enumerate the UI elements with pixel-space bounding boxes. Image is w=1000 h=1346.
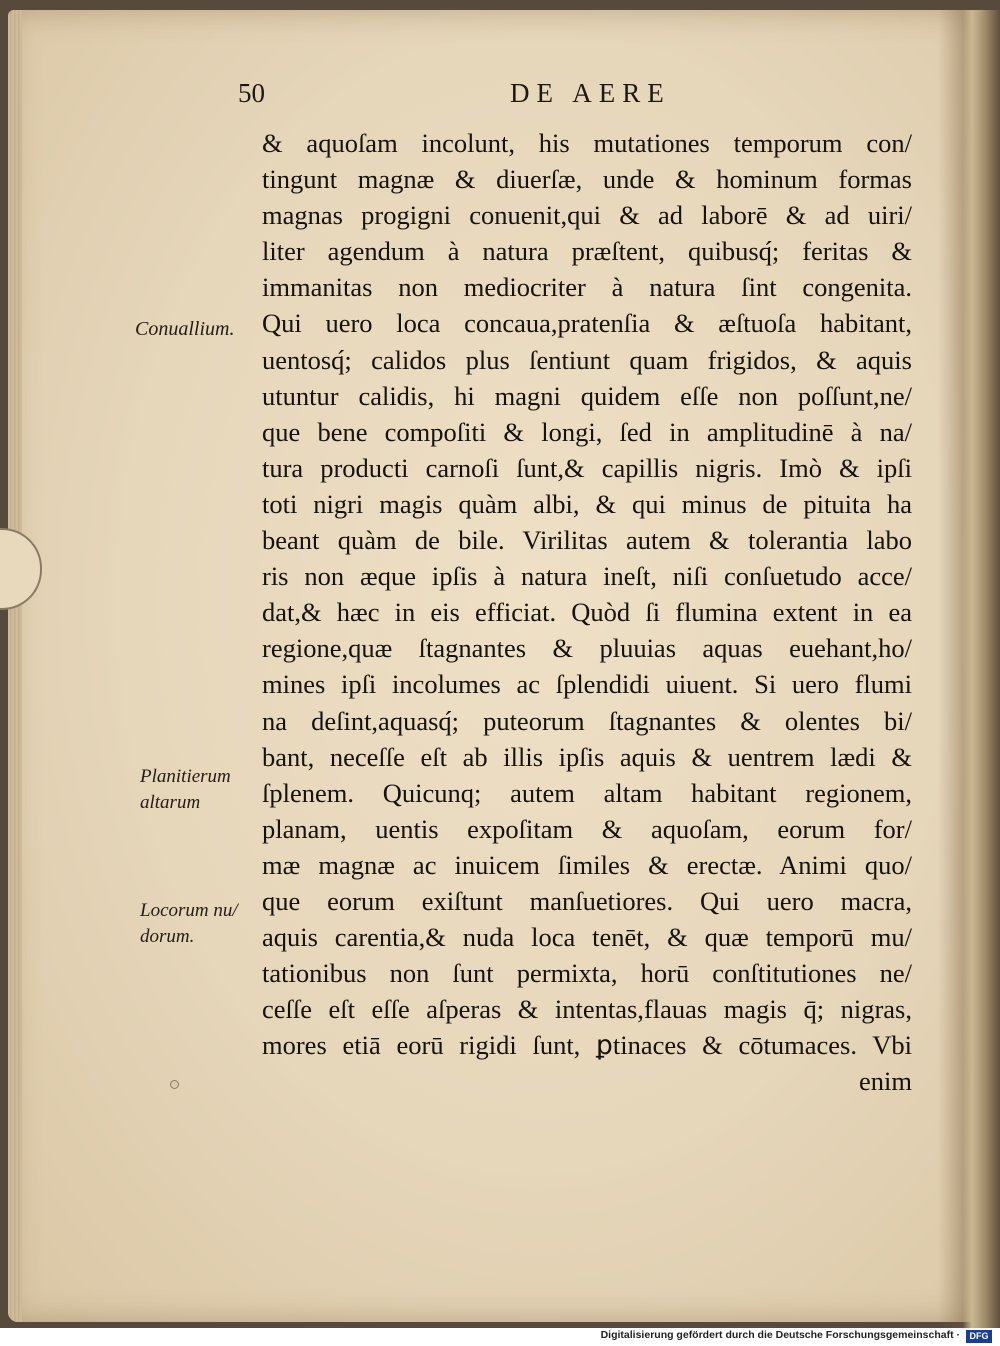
text-line: mæ magnæ ac inuicem ſimiles & erectæ. Animi quo/ (262, 849, 912, 880)
text-line: tura producti carnoſi ſunt,& capillis nigris. Imò & ipſi (262, 452, 912, 483)
text-line: dat,& hæc in eis efficiat. Quòd ſi flumina extent in ea (262, 597, 912, 628)
funding-credit: Digitalisierung gefördert durch die Deutsche Forschungsgemeinschaft · (600, 1329, 960, 1341)
text-line: uentosq́; calidos plus ſentiunt quam frigidos, & aquis (262, 344, 912, 375)
text-line: na deſint,aquasq́; puteorum ſtagnantes & olentes bi/ (262, 705, 912, 736)
text-line: planam, uentis expoſitam & aquoſam, eorum for/ (262, 813, 912, 844)
page-edge-stack (8, 10, 22, 1322)
text-line: ceſſe eſt eſſe aſperas & intentas,flauas magis q̄; nigras, (262, 994, 912, 1025)
text-line: utuntur calidis, hi magni quidem eſſe non poſſunt,ne/ (262, 380, 912, 411)
page-number: 50 (238, 78, 265, 108)
book-gutter (938, 10, 1000, 1328)
text-line: liter agendum à natura præſtent, quibusq́; feritas & (262, 236, 912, 267)
text-line: beant quàm de bile. Virilitas autem & tolerantia labo (262, 525, 912, 556)
running-title: DE AERE (510, 78, 671, 108)
marginal-note-planitierum (140, 764, 231, 816)
body-text (262, 125, 912, 1100)
text-line: ſplenem. Quicunq; autem altam habitant regionem, (262, 777, 912, 808)
footer-bar (0, 1328, 1000, 1346)
text-line: tingunt magnæ & diuerſæ, unde & hominum formas (262, 164, 912, 195)
text-line: ris non æque ipſis à natura ineſt, niſi conſuetudo acce/ (262, 561, 912, 592)
marginal-note-line: Planitierum (140, 766, 231, 787)
text-line: bant, neceſſe eſt ab illis ipſis aquis & uentrem lædi & (262, 741, 912, 772)
text-line: toti nigri magis quàm albi, & qui minus de pituita ha (262, 488, 912, 519)
text-line: que bene compoſiti & longi, ſed in amplitudinē à na/ (262, 416, 912, 447)
text-line: mines ipſi incolumes ac ſplendidi uiuent. Si uero flumi (262, 669, 912, 700)
marginal-note-line: altarum (140, 792, 201, 813)
text-line: que eorum exiſtunt manſuetiores. Qui uero macra, (262, 885, 912, 916)
text-line: enim (859, 1066, 912, 1097)
text-line: magnas progigni conuenit,qui & ad laborē & ad uiri/ (262, 200, 912, 231)
marginal-note-line: Conuallium. (135, 318, 235, 340)
text-line: immanitas non mediocriter à natura ſint congenita. (262, 272, 912, 303)
text-line: & aquoſam incolunt, his mutationes temporum con/ (262, 128, 912, 158)
text-line: mores etiā eorū rigidi ſunt, ꝑtinaces & cōtumaces. Vbi (262, 1030, 912, 1061)
text-line: regione,quæ ſtagnantes & pluuias aquas euehant,ho/ (262, 633, 912, 664)
marginal-note-locorum (140, 898, 238, 950)
text-line: Qui uero loca concaua,pratenſia & æſtuoſa habitant, (262, 308, 912, 339)
marginal-note-convallium (135, 316, 234, 342)
dfg-logo-icon: DFG (966, 1330, 992, 1343)
text-line: aquis carentia,& nuda loca tenēt, & quæ temporū mu/ (262, 922, 912, 953)
text-line: tationibus non ſunt permixta, horū conſtitutiones ne/ (262, 958, 912, 989)
pin-hole (170, 1080, 179, 1089)
marginal-note-line: Locorum nu/ (140, 900, 238, 921)
marginal-note-line: dorum. (140, 926, 195, 947)
